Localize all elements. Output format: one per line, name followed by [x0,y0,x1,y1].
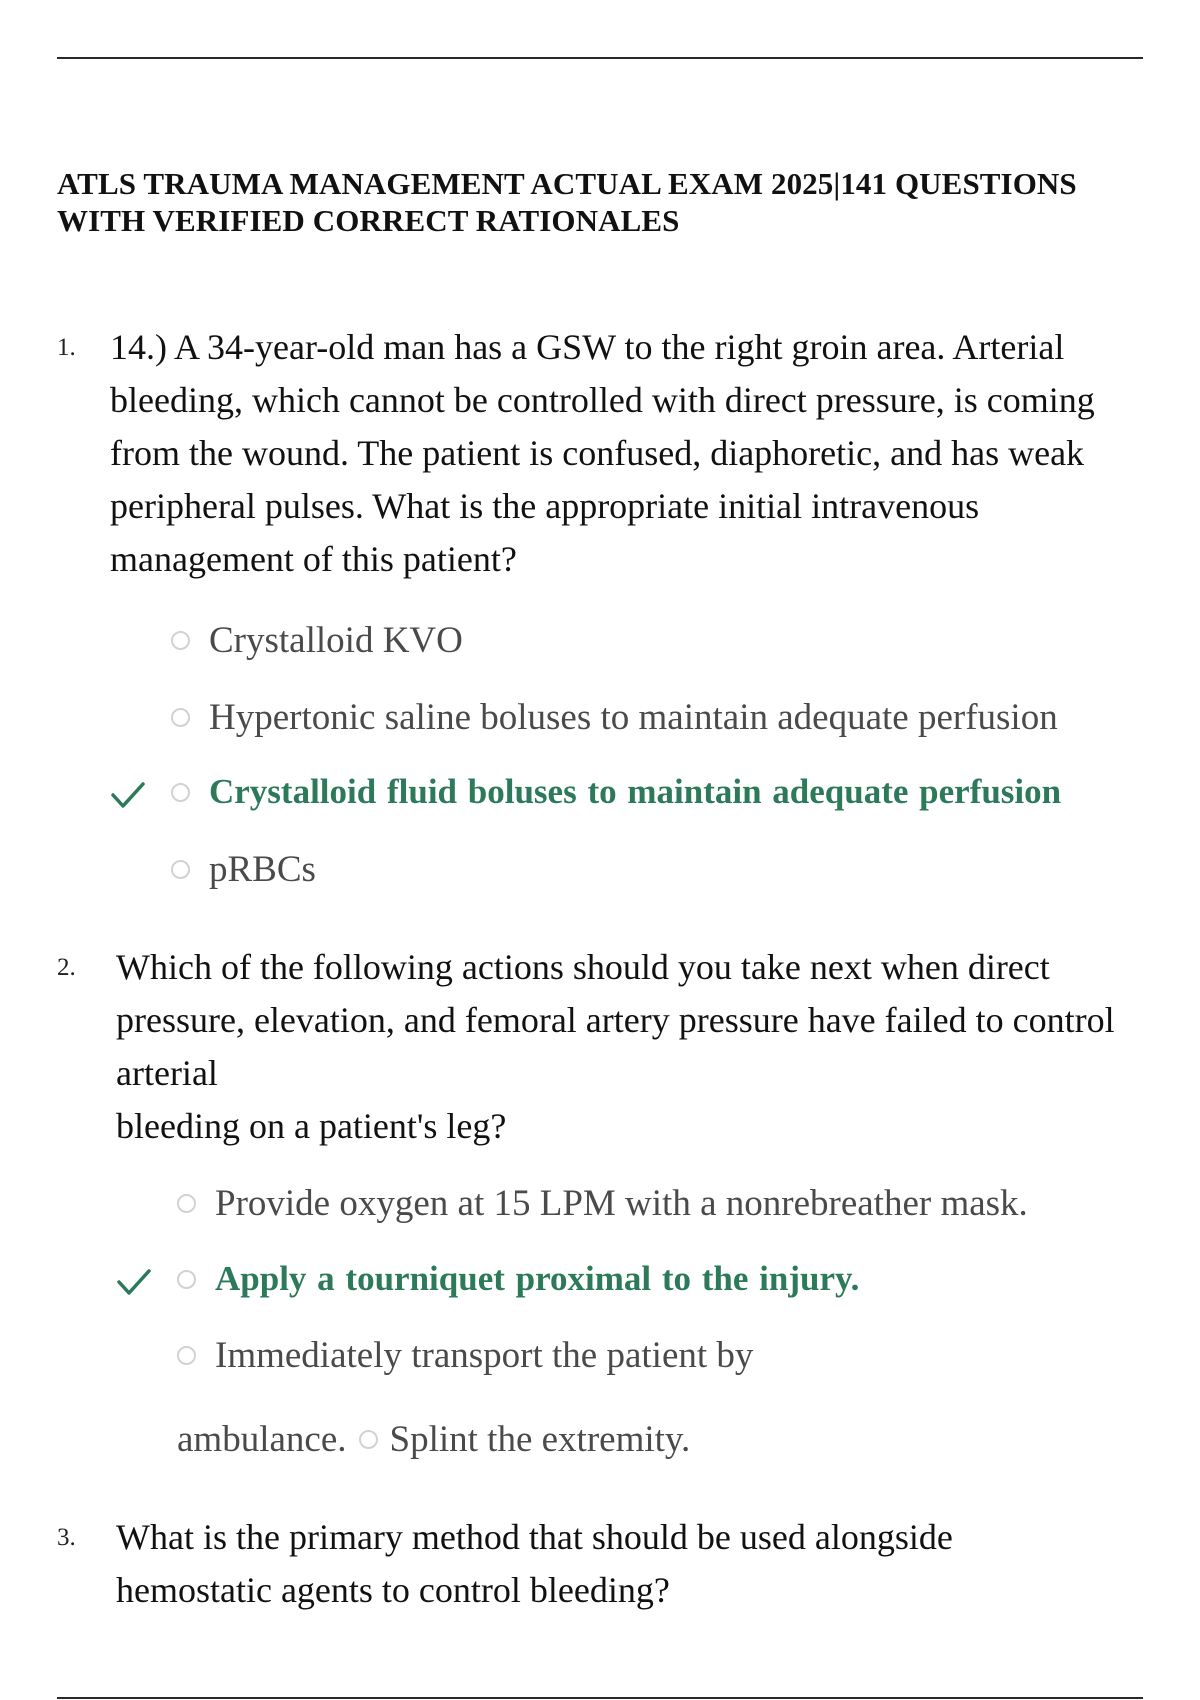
answer-option-correct[interactable] [177,1251,859,1307]
question-number: 2. [57,954,76,981]
question-number: 3. [57,1524,76,1551]
answer-option-label: Apply a tourniquet proximal to the injury. [215,1259,860,1298]
question-text-line: management of this patient? [110,539,517,579]
question-text [116,1511,953,1617]
radio-circle-icon[interactable] [359,1430,378,1449]
radio-circle-icon[interactable] [171,860,190,879]
answer-option-label: pRBCs [209,848,316,890]
question-text [116,941,1115,1153]
question-text-line: hemostatic agents to control bleeding? [116,1570,670,1610]
radio-circle-icon[interactable] [171,783,190,802]
answer-option-wrapped-line [177,1411,690,1467]
answer-option[interactable] [171,841,316,897]
question-text-line: 14.) A 34-year-old man has a GSW to the right groin area. Arterial [110,327,1065,367]
question-text [110,321,1095,586]
answer-option-label: Immediately transport the patient by [215,1334,754,1376]
answer-option[interactable] [177,1327,753,1383]
document-title [57,165,1147,239]
answer-option[interactable] [171,689,1058,745]
answer-option-label: Crystalloid fluid boluses to maintain adequate perfusion [209,772,1062,811]
answer-option-label: Hypertonic saline boluses to maintain adequate perfusion [209,696,1058,738]
document-title-line-1: ATLS TRAUMA MANAGEMENT ACTUAL EXAM 2025|141 QUESTIONS [57,166,1077,201]
radio-circle-icon[interactable] [171,708,190,727]
answer-option-correct[interactable] [171,764,1061,820]
question-text-line: arterial [116,1053,218,1093]
bottom-rule [57,1697,1143,1699]
radio-circle-icon[interactable] [177,1194,196,1213]
question-text-line: bleeding, which cannot be controlled with direct pressure, is coming [110,380,1095,420]
answer-option[interactable] [177,1175,1028,1231]
answer-option-label: Provide oxygen at 15 LPM with a nonrebreather mask. [215,1182,1028,1224]
answer-option-label-continuation: ambulance. [177,1418,347,1460]
question-text-line: from the wound. The patient is confused, diaphoretic, and has weak [110,433,1085,473]
question-text-line: What is the primary method that should be used alongside [116,1517,953,1557]
radio-circle-icon[interactable] [171,631,190,650]
question-text-line: Which of the following actions should you take next when direct [116,947,1050,987]
top-rule [57,57,1143,59]
radio-circle-icon[interactable] [177,1346,196,1365]
answer-option-label[interactable]: Splint the extremity. [389,1418,691,1460]
question-text-line: peripheral pulses. What is the appropriate initial intravenous [110,486,980,526]
question-number: 1. [57,334,76,361]
document-title-line-2: WITH VERIFIED CORRECT RATIONALES [57,203,680,238]
answer-option[interactable] [171,612,463,668]
check-icon [110,780,146,810]
question-text-line: bleeding on a patient's leg? [116,1106,507,1146]
answer-option-label: Crystalloid KVO [209,619,463,661]
check-icon [116,1267,152,1297]
question-text-line: pressure, elevation, and femoral artery pressure have failed to control [116,1000,1115,1040]
radio-circle-icon[interactable] [177,1270,196,1289]
